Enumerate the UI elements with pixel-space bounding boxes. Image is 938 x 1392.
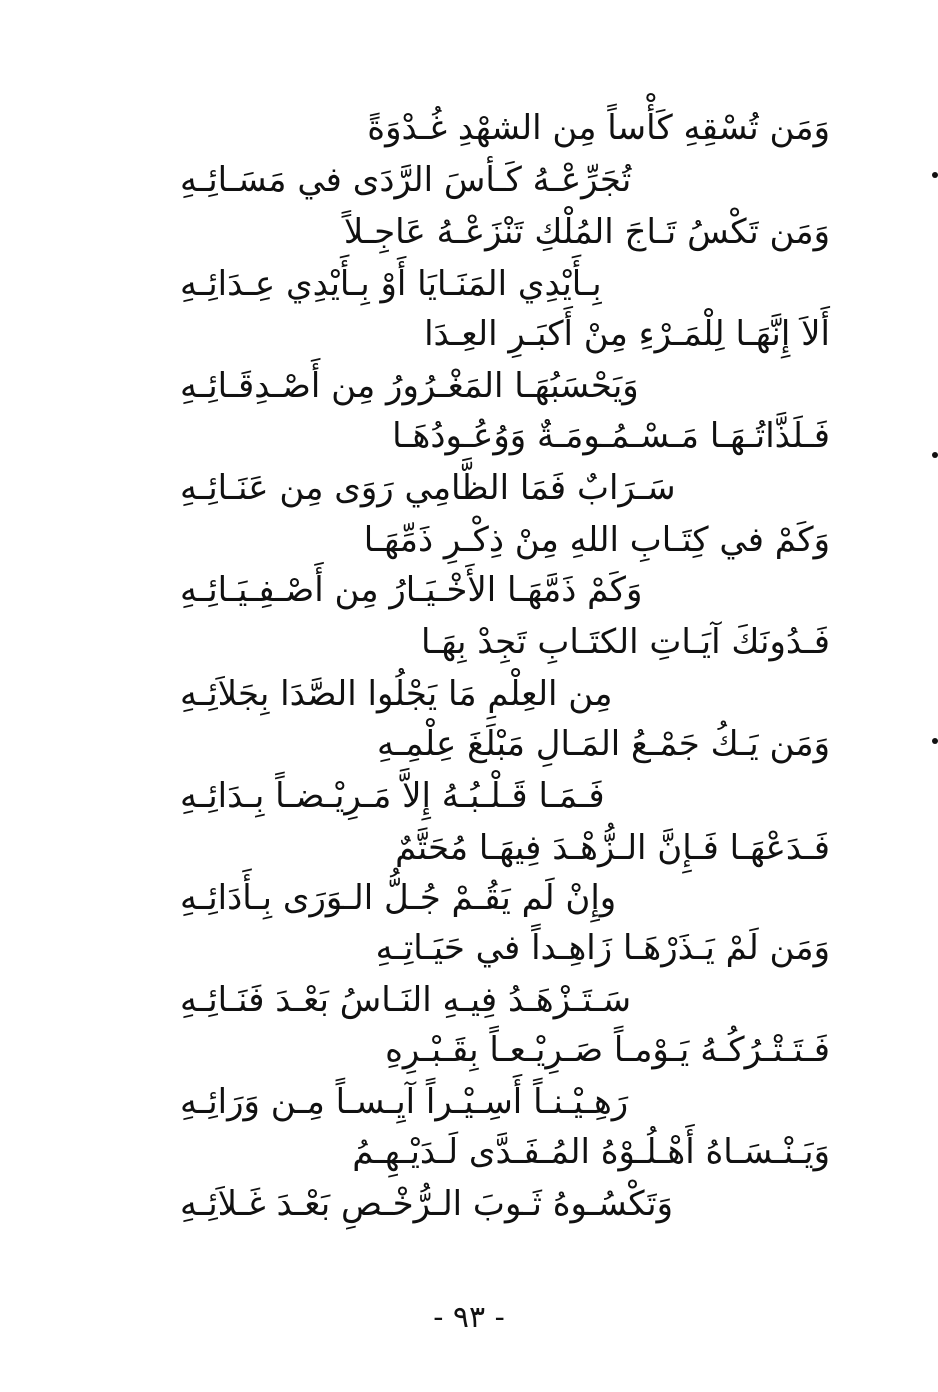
margin-dot — [932, 172, 938, 178]
margin-dot — [932, 738, 938, 744]
verse-line-12: مِن العِلْمِ مَا يَجْلُوا الصَّدَا بِجَلاَئِـهِ — [180, 674, 613, 714]
verse-line-21: وَيَـنْـسَـاهُ أَهْـلُـوْهُ المُـفَـدَّى لَـدَيْـهِـمُ — [352, 1132, 830, 1172]
verse-line-9: وَكَمْ في كِتَـابِ اللهِ مِنْ ذِكْـرِ ذَمِّهَـا — [363, 520, 830, 560]
verse-line-20: رَهِـيْـنـاً أَسِـيْـراً آيِـسـاً مِـن وَرَائِـهِ — [180, 1082, 629, 1122]
verse-line-16: وإِنْ لَم يَقُـمْ جُـلُّ الـوَرَى بِـأَدَائِـهِ — [180, 878, 617, 918]
verse-line-4: بِـأَيْدِي المَنَـايَا أَوْ بِـأَيْدِي عِـدَائِـهِ — [180, 264, 602, 304]
verse-line-1: وَمَن تُسْقِهِ كَأْساً مِن الشهْدِ غُـدْوَةً — [367, 108, 830, 148]
verse-line-7: فَـلَذَّاتُـهَـا مَـسْـمُـومَـةٌ وَوُعُـودُهَـا — [392, 416, 830, 456]
verse-line-17: وَمَن لَمْ يَـذَرْهَـا زَاهِـداً في حَيَـاتِـهِ — [375, 928, 830, 968]
verse-line-3: وَمَن تَكْسُ تَـاجَ المُلْكِ تَنْزَعْـهُ عَاجِـلاً — [343, 212, 830, 252]
verse-line-10: وَكَمْ ذَمَّهَـا الأَخْـيَـارُ مِن أَصْـفِـيَـائِـهِ — [180, 570, 643, 610]
margin-dot — [932, 452, 938, 458]
verse-line-18: سَـتَـزْهَـدُ فِيـهِ النَـاسُ بَعْـدَ فَنَـائِـهِ — [180, 980, 632, 1020]
verse-line-6: وَيَحْسَبُهَـا المَغْـرُورُ مِن أَصْـدِقَـائِـهِ — [180, 366, 639, 406]
verse-line-19: فَـتَـتْـرُكُـهُ يَـوْمـاً صَـرِيْـعـاً بِقَـبْـرِهِ — [385, 1030, 830, 1070]
verse-line-13: وَمَن يَـكُ جَمْـعُ المَـالِ مَبْلَغَ عِلْمِـهِ — [376, 724, 830, 764]
page-number: - ٩٣ - — [433, 1300, 505, 1335]
verse-line-11: فَـدُونَكَ آيَـاتِ الكتَـابِ تَجِدْ بِهَـا — [421, 622, 830, 662]
verse-line-15: فَـدَعْهَـا فَـإِنَّ الـزُّهْـدَ فِيهَـا مُحَتَّمٌ — [395, 828, 830, 868]
verse-line-5: أَلاَ إِنَّهَـا لِلْمَـرْءِ مِنْ أَكبَـرِ العِـدَا — [424, 314, 830, 354]
verse-line-14: فَـمَـا قَـلْـبُـهُ إِلاَّ مَـرِيْـضـاً بِـدَائِـهِ — [180, 776, 605, 816]
verse-line-8: سَـرَابٌ فَمَا الظَّامِي رَوَى مِن عَنَـائِـهِ — [180, 468, 676, 508]
verse-line-2: تُجَرِّعْـهُ كَـأسَ الرَّدَى في مَسَـائِـهِ — [180, 160, 632, 200]
verse-line-22: وَتَكْسُـوهُ ثَـوبَ الـرُّخْـصِ بَعْـدَ غَـلاَئِـهِ — [180, 1184, 674, 1224]
